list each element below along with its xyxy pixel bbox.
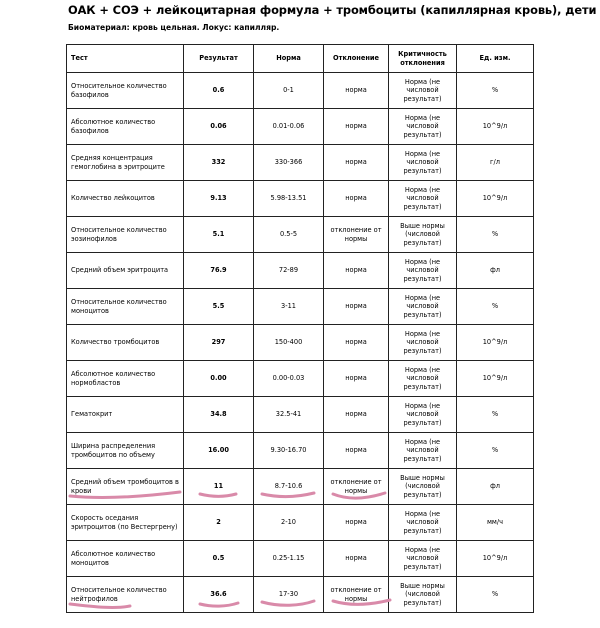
cell-criticality: Норма (не числовой результат) — [389, 181, 457, 217]
cell-result: 9.13 — [184, 181, 254, 217]
column-header-deviation: Отклонение — [324, 45, 389, 73]
cell-deviation: норма — [324, 505, 389, 541]
column-header-result: Результат — [184, 45, 254, 73]
cell-result: 0.00 — [184, 361, 254, 397]
cell-unit: фл — [457, 469, 534, 505]
cell-criticality: Норма (не числовой результат) — [389, 253, 457, 289]
cell-norm: 17-30 — [254, 577, 324, 613]
cell-criticality: Норма (не числовой результат) — [389, 289, 457, 325]
results-table — [66, 44, 534, 613]
cell-criticality: Норма (не числовой результат) — [389, 361, 457, 397]
page-title: ОАК + СОЭ + лейкоцитарная формула + тромбоциты (капиллярная кровь), дети — [68, 3, 597, 17]
cell-result: 332 — [184, 145, 254, 181]
column-header-criticality: Критичность отклонения — [389, 45, 457, 73]
cell-criticality: Норма (не числовой результат) — [389, 397, 457, 433]
cell-deviation: норма — [324, 397, 389, 433]
cell-criticality: Норма (не числовой результат) — [389, 433, 457, 469]
cell-result: 36.6 — [184, 577, 254, 613]
cell-result: 2 — [184, 505, 254, 541]
table-row — [67, 541, 534, 577]
cell-criticality: Норма (не числовой результат) — [389, 505, 457, 541]
cell-norm: 9.30-16.70 — [254, 433, 324, 469]
table-row — [67, 397, 534, 433]
table-row — [67, 181, 534, 217]
cell-result: 34.8 — [184, 397, 254, 433]
table-row — [67, 145, 534, 181]
cell-unit: % — [457, 289, 534, 325]
cell-norm: 8.7-10.6 — [254, 469, 324, 505]
cell-test-name: Количество лейкоцитов — [67, 181, 184, 217]
cell-norm: 150-400 — [254, 325, 324, 361]
cell-test-name: Абсолютное количество базофилов — [67, 109, 184, 145]
cell-norm: 0.01-0.06 — [254, 109, 324, 145]
cell-test-name: Относительное количество нейтрофилов — [67, 577, 184, 613]
cell-deviation: норма — [324, 289, 389, 325]
column-header-test: Тест — [67, 45, 184, 73]
cell-norm: 0.25-1.15 — [254, 541, 324, 577]
cell-norm: 330-366 — [254, 145, 324, 181]
cell-test-name: Средний объем тромбоцитов в крови — [67, 469, 184, 505]
cell-result: 0.06 — [184, 109, 254, 145]
cell-deviation: норма — [324, 433, 389, 469]
cell-test-name: Количество тромбоцитов — [67, 325, 184, 361]
cell-deviation: норма — [324, 253, 389, 289]
cell-deviation: отклонение от нормы — [324, 469, 389, 505]
cell-result: 0.6 — [184, 73, 254, 109]
cell-norm: 0.00-0.03 — [254, 361, 324, 397]
cell-criticality: Норма (не числовой результат) — [389, 325, 457, 361]
cell-test-name: Относительное количество моноцитов — [67, 289, 184, 325]
cell-test-name: Средняя концентрация гемоглобина в эритроците — [67, 145, 184, 181]
cell-test-name: Абсолютное количество моноцитов — [67, 541, 184, 577]
cell-test-name: Скорость оседания эритроцитов (по Вестергрену) — [67, 505, 184, 541]
table-row — [67, 325, 534, 361]
table-header-row — [67, 45, 534, 73]
table-row — [67, 73, 534, 109]
table-row — [67, 433, 534, 469]
cell-criticality: Выше нормы (числовой результат) — [389, 577, 457, 613]
cell-norm: 32.5-41 — [254, 397, 324, 433]
cell-test-name: Средний объем эритроцита — [67, 253, 184, 289]
cell-norm: 0.5-5 — [254, 217, 324, 253]
cell-unit: 10^9/л — [457, 541, 534, 577]
table-row — [67, 289, 534, 325]
table-row — [67, 469, 534, 505]
cell-deviation: отклонение от нормы — [324, 577, 389, 613]
cell-norm: 72-89 — [254, 253, 324, 289]
table-row — [67, 577, 534, 613]
cell-deviation: норма — [324, 541, 389, 577]
cell-result: 297 — [184, 325, 254, 361]
cell-unit: % — [457, 577, 534, 613]
table-row — [67, 361, 534, 397]
cell-criticality: Норма (не числовой результат) — [389, 145, 457, 181]
cell-unit: % — [457, 73, 534, 109]
cell-result: 5.5 — [184, 289, 254, 325]
cell-test-name: Ширина распределения тромбоцитов по объему — [67, 433, 184, 469]
cell-criticality: Выше нормы (числовой результат) — [389, 217, 457, 253]
cell-deviation: норма — [324, 181, 389, 217]
cell-unit: 10^9/л — [457, 109, 534, 145]
cell-unit: 10^9/л — [457, 325, 534, 361]
table-row — [67, 109, 534, 145]
cell-criticality: Выше нормы (числовой результат) — [389, 469, 457, 505]
cell-deviation: норма — [324, 109, 389, 145]
cell-criticality: Норма (не числовой результат) — [389, 541, 457, 577]
cell-test-name: Гематокрит — [67, 397, 184, 433]
biomaterial-subtitle: Биоматериал: кровь цельная. Локус: капилляр. — [68, 23, 280, 32]
cell-criticality: Норма (не числовой результат) — [389, 73, 457, 109]
table-row — [67, 217, 534, 253]
cell-norm: 0-1 — [254, 73, 324, 109]
cell-result: 16.00 — [184, 433, 254, 469]
cell-result: 0.5 — [184, 541, 254, 577]
cell-norm: 3-11 — [254, 289, 324, 325]
cell-unit: 10^9/л — [457, 361, 534, 397]
cell-result: 5.1 — [184, 217, 254, 253]
cell-deviation: норма — [324, 325, 389, 361]
cell-unit: г/л — [457, 145, 534, 181]
table-row — [67, 253, 534, 289]
cell-unit: фл — [457, 253, 534, 289]
cell-unit: % — [457, 433, 534, 469]
cell-result: 11 — [184, 469, 254, 505]
cell-criticality: Норма (не числовой результат) — [389, 109, 457, 145]
cell-deviation: норма — [324, 145, 389, 181]
table-row — [67, 505, 534, 541]
cell-test-name: Относительное количество эозинофилов — [67, 217, 184, 253]
cell-deviation: отклонение от нормы — [324, 217, 389, 253]
cell-norm: 2-10 — [254, 505, 324, 541]
column-header-unit: Ед. изм. — [457, 45, 534, 73]
cell-unit: мм/ч — [457, 505, 534, 541]
cell-unit: % — [457, 397, 534, 433]
cell-norm: 5.98-13.51 — [254, 181, 324, 217]
cell-unit: % — [457, 217, 534, 253]
cell-result: 76.9 — [184, 253, 254, 289]
column-header-norm: Норма — [254, 45, 324, 73]
cell-deviation: норма — [324, 73, 389, 109]
cell-test-name: Относительное количество базофилов — [67, 73, 184, 109]
cell-deviation: норма — [324, 361, 389, 397]
cell-test-name: Абсолютное количество нормобластов — [67, 361, 184, 397]
cell-unit: 10^9/л — [457, 181, 534, 217]
